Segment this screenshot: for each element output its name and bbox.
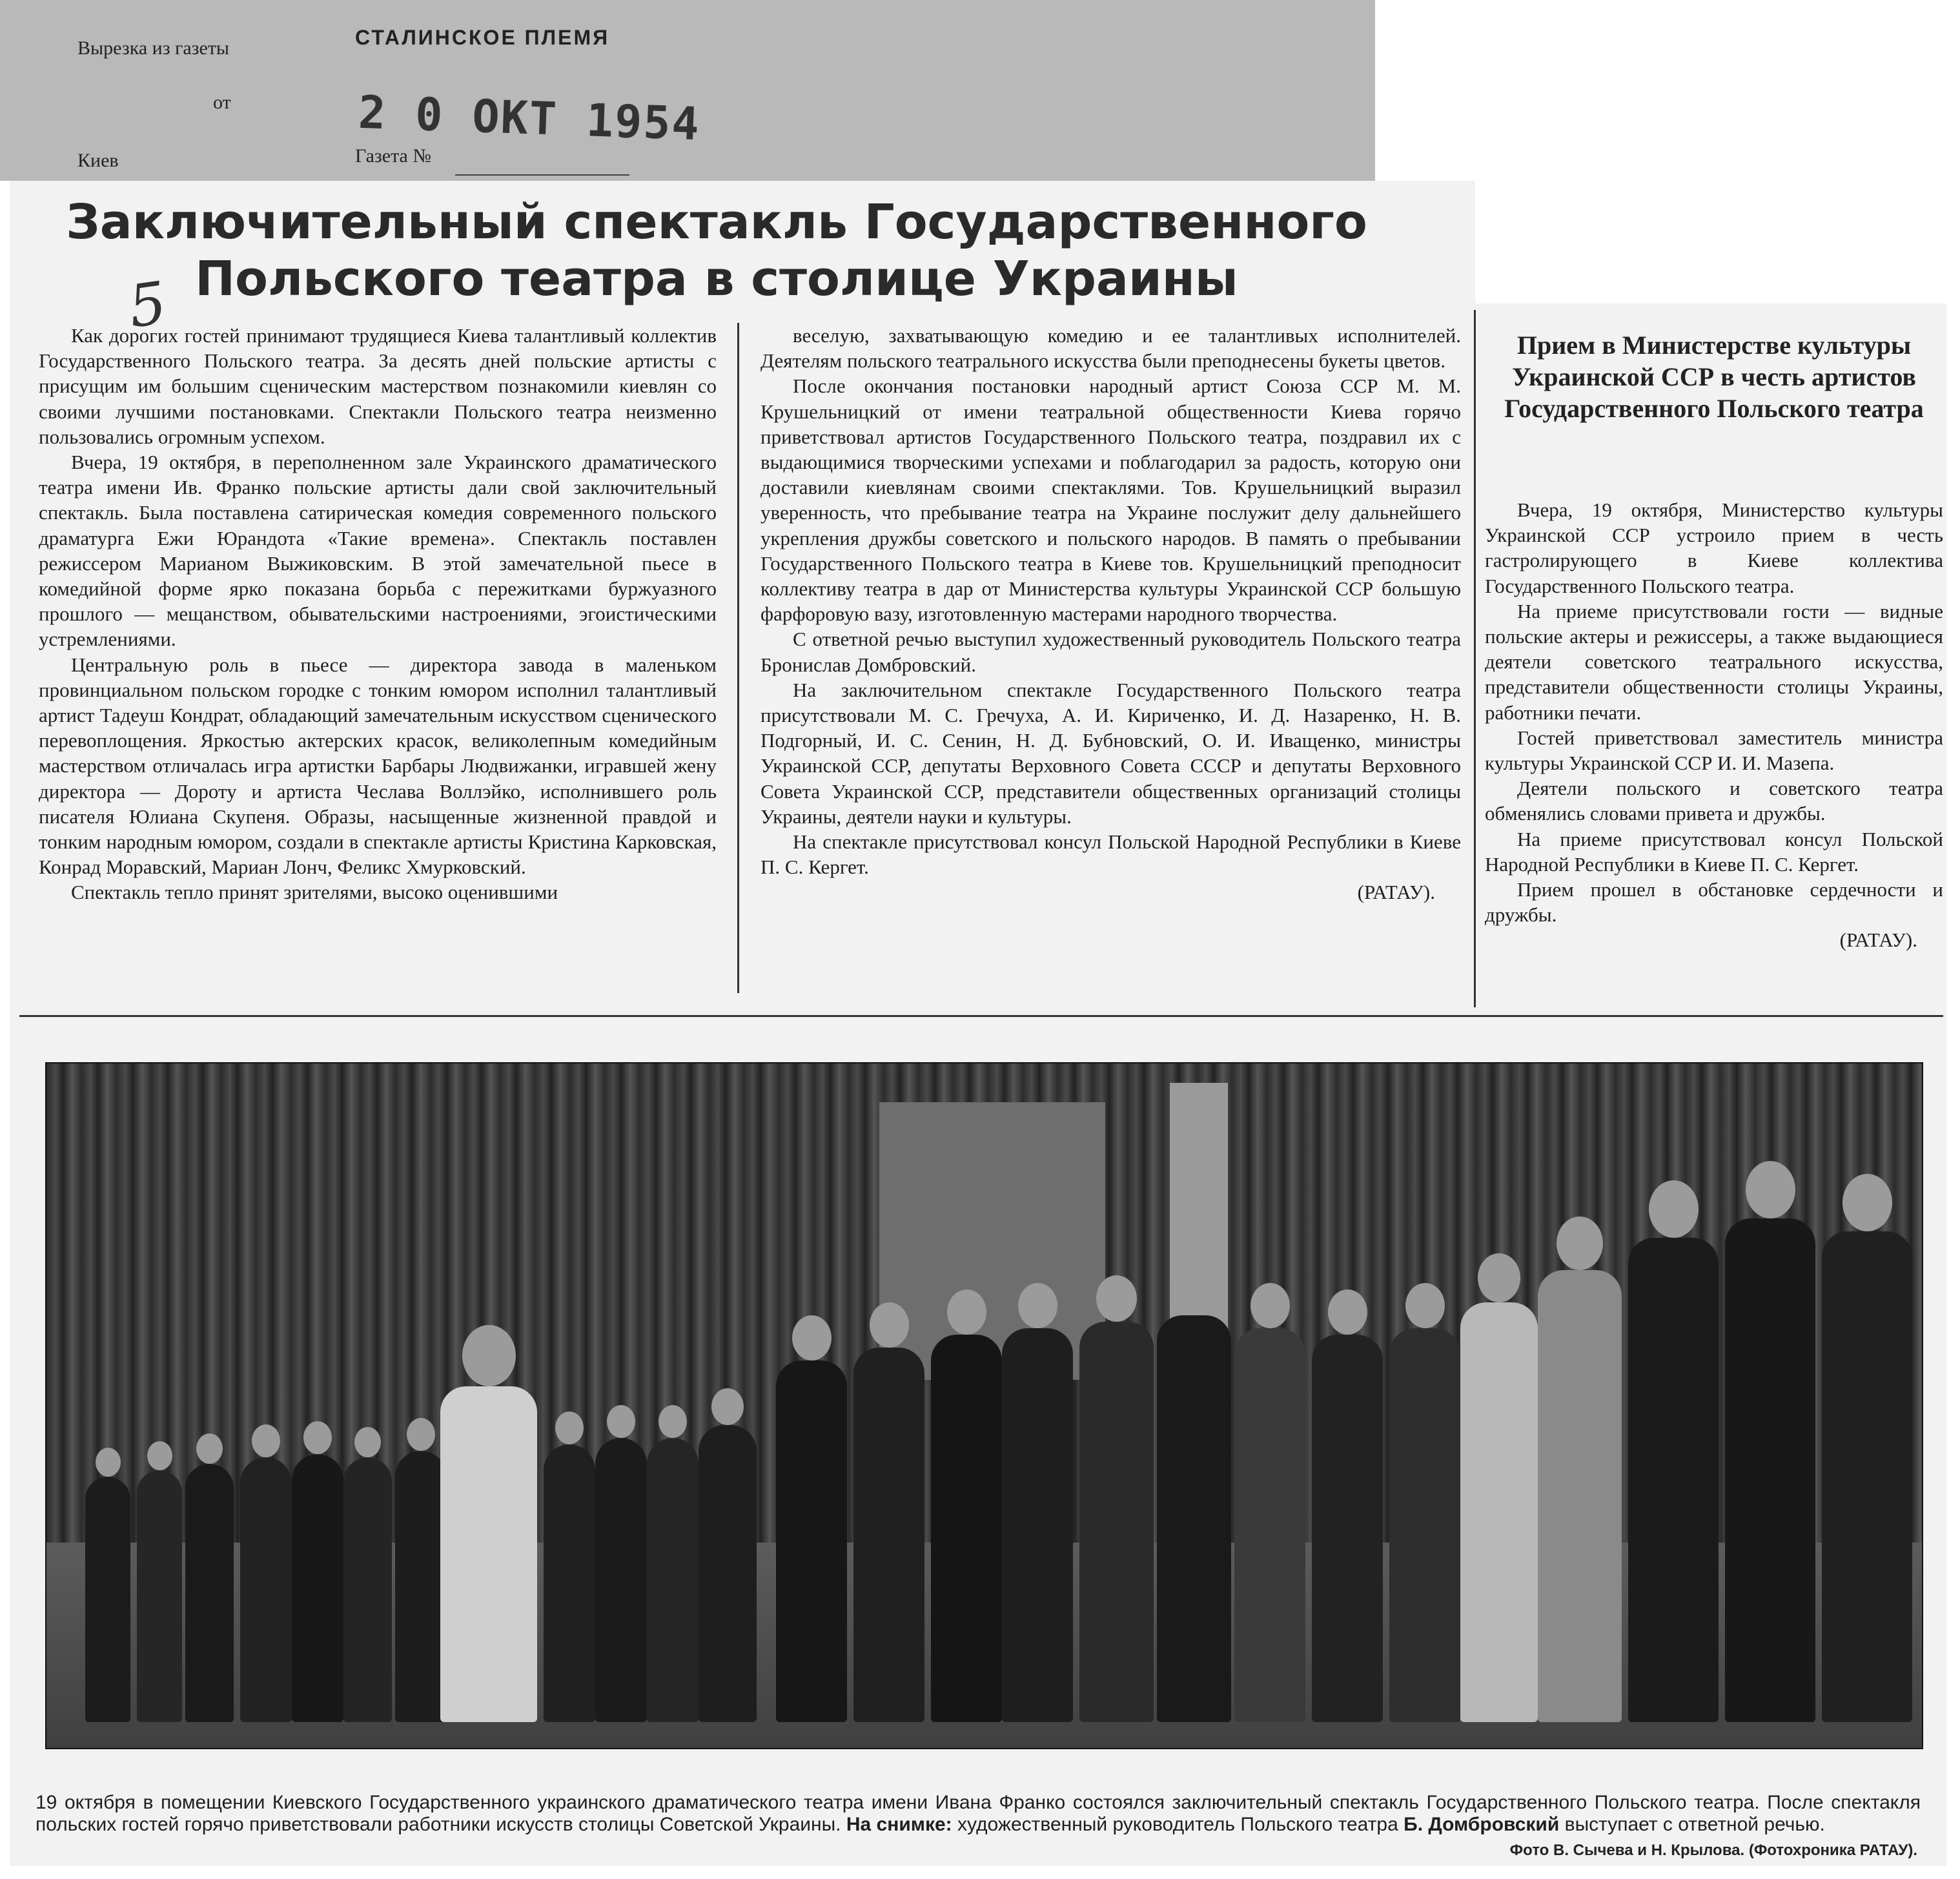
article-column-1 (39, 323, 717, 905)
caption-lead: На снимке: (846, 1814, 952, 1835)
person-silhouette (395, 1451, 447, 1722)
person-silhouette (292, 1454, 343, 1722)
person-head (1843, 1174, 1892, 1231)
person-head (658, 1405, 687, 1438)
newspaper-name: СТАЛИНСКОЕ ПЛЕМЯ (355, 26, 610, 49)
person-head (462, 1325, 516, 1386)
stage-photograph (45, 1062, 1923, 1749)
headline-line-2: Польского театра в столице Украины (195, 251, 1238, 307)
person-head (1746, 1161, 1795, 1218)
person-head (1478, 1253, 1520, 1302)
paragraph: С ответной речью выступил художественный руководитель Польского театра Бронислав Домбровский. (761, 628, 1461, 676)
person-silhouette (853, 1348, 924, 1722)
person-head (1096, 1275, 1137, 1322)
person-head (1405, 1283, 1445, 1328)
article-headline (52, 194, 1382, 307)
person-head (947, 1289, 986, 1335)
paragraph: Прием прошел в обстановке сердечности и дружбы. (1485, 878, 1943, 927)
person-silhouette (1538, 1270, 1622, 1722)
person-head (252, 1424, 280, 1457)
person-head (555, 1412, 584, 1444)
paragraph: На заключительном спектакле Государственного Польского театра присутствовали М. С. Гречуха, А. И. Кириченко, И. Д. Назаренко, Н. В. Подгорный, И. С. Сенин, Н. Д. Бубновский, О. И. Иващенко, министры Украинской ССР, депутаты Верховного Совета СССР и депутаты Верховного Совета Украинской ССР, представители общественных организаций столицы Украины, деятели науки и культуры. (761, 678, 1461, 828)
paragraph: На приеме присутствовал консул Польской Народной Республики в Киеве П. С. Кергет. (1485, 827, 1943, 876)
stage-banner (879, 1102, 1105, 1380)
paragraph: Вчера, 19 октября, в переполненном зале Украинского драматического театра имени Ив. Франко польские артисты дали свой заключительный спектакль. Была поставлена сатирическая комедия современного польского драматурга Ежи Юрандота «Такие времена». Спектакль поставлен режиссером Марианом Выжиковским. В этой замечательной пьесе в комедийной форме ярко показана борьба с пережитками буржуазного прошлого — мещанством, обывательскими настроениями, эгоистическими устремлениями. (39, 451, 717, 651)
paragraph: После окончания постановки народный артист Союза ССР М. М. Крушельницкий от имени театральной общественности Киева горячо приветствовал артистов Государственного Польского театра, поздравил их с выдающимися творческими успехами и поблагодарил за радость, которую они доставили киевлянам своими спектаклями. Тов. Крушельницкий выразил уверенность, что пребывание театра на Украине послужит делу дальнейшего укрепления дружбы советского и польского народов. В память о пребывании Государственного Польского театра в Киеве тов. Крушельницкий преподносит коллективу театра в дар от Министерства культуры Украинской ССР большую фарфоровую вазу, изготовленную мастерами народного творчества. (761, 375, 1461, 626)
person-head (711, 1388, 744, 1425)
paragraph: Вчера, 19 октября, Министерство культуры Украинской ССР устроило прием в честь гастролирующего в Киеве коллектива Государственного Польского театра. (1485, 498, 1943, 597)
date-stamp: 2 0 ОКТ 1954 (357, 85, 702, 151)
person-silhouette (137, 1470, 182, 1722)
sidebar-signature: (РАТАУ). (1839, 929, 1917, 952)
person-silhouette (1157, 1315, 1231, 1722)
person-silhouette (1312, 1335, 1383, 1722)
paragraph: Спектакль тепло принят зрителями, высоко оценившими (71, 881, 558, 904)
person-silhouette (1389, 1328, 1460, 1722)
section-rule (19, 1015, 1943, 1017)
person-silhouette (185, 1464, 234, 1722)
person-silhouette (1725, 1218, 1815, 1722)
clipping-label: Вырезка из газеты (77, 37, 230, 59)
column-divider-2 (1474, 310, 1476, 1007)
person-silhouette (699, 1425, 757, 1722)
caption-text: 19 октября в помещении Киевского Государственного украинского драматического театра имени Ивана Франко состоялся заключительный спектакль Государственного Польского театра. После спектакля польских гостей горячо приветствовали работники искусств столицы Советской Украины. (36, 1792, 1921, 1835)
caption-rest: художественный руководитель Польского театра (957, 1814, 1398, 1835)
person-head (147, 1441, 172, 1470)
person-head (1251, 1283, 1290, 1328)
person-silhouette (343, 1457, 392, 1722)
person-silhouette (647, 1438, 699, 1722)
paragraph: веселую, захватывающую комедию и ее талантливых исполнителей. Деятелям польского театрального искусства были преподнесены букеты цветов. (761, 324, 1461, 373)
person-head (196, 1433, 223, 1464)
paragraph: На спектакле присутствовал консул Польской Народной Республики в Киеве П. С. Кергет. (761, 830, 1461, 879)
paragraph: Как дорогих гостей принимают трудящиеся Киева талантливый коллектив Государственного Польского театра. За десять дней польские артисты с присущим им большим сценическим мастерством познакомили киевлян со своими лучшими постановками. Спектакли Польского театра неизменно пользовались огромным успехом. (39, 324, 717, 448)
person-silhouette (1628, 1238, 1719, 1722)
paragraph: Центральную роль в пьесе — директора завода в маленьком провинциальном польском городке с тонким юмором исполнил талантливый артист Тадеуш Кондрат, обладающий замечательным искусством сценического перевоплощения. Яркостью актерских красок, великолепным комедийным мастерством отличалась игра артистки Барбары Людвижанки, игравшей жену директора — Дороту и артиста Чеслава Воллэйко, исполнившего роль писателя Юлиана Скупеня. Образы, насыщенные жизненной правдой и тонким народным юмором, создали в спектакле артисты Кристина Карковская, Конрад Моравский, Мариан Лонч, Феликс Хмурковский. (39, 653, 717, 879)
photo-caption (36, 1792, 1921, 1836)
person-silhouette (1460, 1302, 1538, 1722)
person-silhouette (595, 1438, 647, 1722)
paragraph: На приеме присутствовали гости — видные польские актеры и режиссеры, а также выдающиеся деятели советского театрального искусства, представители общественности столицы Украины, работники печати. (1485, 599, 1943, 724)
person-silhouette (1234, 1328, 1305, 1722)
person-head (1174, 1269, 1214, 1315)
person-head (1649, 1180, 1699, 1238)
date-label: от (213, 92, 231, 113)
city-label: Киев (77, 150, 119, 171)
article-column-2 (761, 323, 1461, 905)
caption-end: выступает с ответной речью. (1564, 1814, 1825, 1835)
headline-line-1: Заключительный спектакль Государственного (66, 194, 1367, 250)
person-silhouette (1822, 1231, 1912, 1722)
person-head (1328, 1289, 1367, 1335)
person-head (407, 1418, 435, 1451)
person-head (607, 1405, 635, 1438)
clipping-notch (1475, 181, 1960, 303)
person-silhouette (240, 1457, 292, 1722)
clipping-header (0, 0, 1375, 181)
column-divider-1 (737, 323, 739, 993)
person-silhouette (544, 1444, 595, 1722)
stub-rule (455, 174, 629, 176)
caption-name: Б. Домбровский (1404, 1814, 1560, 1835)
gazeta-number-label: Газета № (355, 145, 431, 167)
paragraph: Деятели польского и советского театра обменялись словами привета и дружбы. (1485, 777, 1943, 825)
person-head (96, 1448, 121, 1477)
person-silhouette (776, 1360, 847, 1722)
person-silhouette (1002, 1328, 1073, 1722)
sidebar-column (1485, 497, 1943, 953)
person-head (870, 1302, 909, 1348)
person-head (303, 1421, 332, 1454)
photo-credit: Фото В. Сычева и Н. Крылова. (Фотохроника РАТАУ). (1509, 1842, 1917, 1859)
person-silhouette (440, 1386, 537, 1722)
person-head (354, 1427, 381, 1457)
person-silhouette (931, 1335, 1002, 1722)
sidebar-title: Прием в Министерстве культуры Украинской ССР в честь артистов Государственного Польского театра (1504, 331, 1924, 423)
article-signature: (РАТАУ). (1357, 881, 1435, 904)
paragraph: Гостей приветствовал заместитель министра культуры Украинской ССР И. И. Мазепа. (1485, 726, 1943, 775)
person-silhouette (85, 1477, 130, 1722)
person-head (1557, 1217, 1603, 1270)
person-silhouette (1079, 1322, 1154, 1722)
handwritten-number: 5 (124, 269, 171, 342)
person-head (1018, 1283, 1057, 1328)
person-head (792, 1315, 832, 1360)
